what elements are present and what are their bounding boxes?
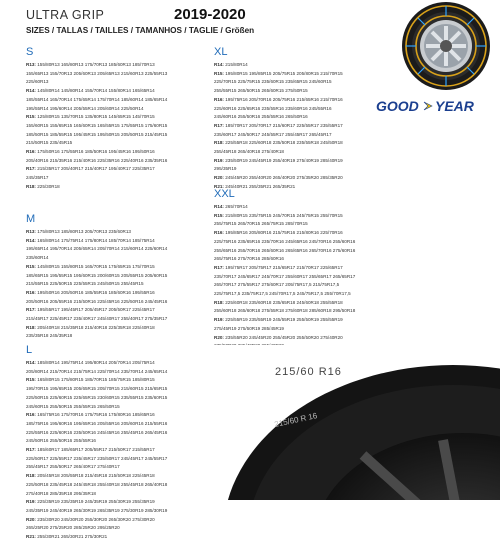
size-line: R14: 145/80R14 145/80R14 155/70R14 155/80R14 165/65R14: [26, 88, 155, 94]
size-line: R14: 215/80R14: [214, 62, 248, 67]
size-line: 225/60R13: [26, 79, 49, 85]
section-title: XL: [214, 46, 228, 58]
size-line: 255/75R15 265/70R15 265/75R15 285/70R15: [214, 221, 308, 227]
size-line: R14: 265/70R14: [214, 204, 248, 209]
size-line: R20: 235/55R20 245/45R20 255/45R20 255/50R20 275/40R20: [214, 334, 343, 340]
size-line: 275/40R18 285/35R18 295/35R18: [26, 490, 96, 496]
size-line: R17: 185/70R17 205/70R17 215/60R17 225/55R17 235/55R17: [214, 122, 343, 128]
size-line: R13: 175/80R13 185/80R13 205/70R13 235/60R13: [26, 229, 131, 234]
size-line: 245/50R16 255/50R16 255/55R16: [26, 438, 96, 444]
svg-text:GOOD: GOOD: [376, 98, 419, 114]
size-line: R21: 245/40R21 255/35R21 265/35R21: [214, 183, 296, 189]
size-line: R15: 145/80R15 155/80R15 165/70R15 175/65R15 175/70R15: [26, 263, 155, 269]
size-line: 255/45R18 265/40R18 275/40R18: [214, 149, 284, 155]
size-line: 235/70R17 245/65R17 245/70R17 255/60R17 255/65R17 265/65R17: [214, 273, 356, 279]
size-line: 195/65R14 195/70R14 205/65R14 205/70R14 215/60R14 225/60R14: [26, 246, 168, 252]
size-line: R16: 165/75R16 175/70R16 175/75R16 175/80R16 185/65R16: [26, 412, 155, 418]
size-line: R16: 195/50R16 205/50R16 185/55R16 185/60R16 195/55R16: [26, 289, 155, 295]
tire-size-label: 215/60 R16: [275, 366, 342, 378]
size-line: 225/50R18 235/45R18 245/45R18 255/40R18 255/45R18 265/40R18: [26, 481, 168, 487]
size-line: 245/35R19 245/40R19 265/30R19 265/35R19 275/30R19 285/30R19: [26, 507, 168, 513]
snow-chain-wheel-image: [366, 0, 500, 92]
size-line: 225/75R16 235/65R16 235/70R16 245/65R16 245/70R16 255/60R16: [214, 238, 356, 244]
size-line: R18: 225/55R18 225/60R18 235/50R18 235/55R18 245/50R18: [214, 140, 343, 146]
size-line: R13: 155/80R13 165/80R13 175/70R13 185/60R13 185/70R13: [26, 62, 155, 67]
size-line: R20: 235/30R20 245/30R20 255/30R20 265/30R20 275/30R20: [26, 516, 155, 522]
sizes-heading: SIZES / TALLAS / TAILLES / TAMANHOS / TAGLIE / Größen: [26, 26, 255, 35]
size-line: R15: 195/80R15 195/85R15 205/75R15 205/80R15 215/70R15: [214, 70, 343, 76]
size-line: R18: 225/60R18 235/60R18 235/65R18 245/60R18 255/55R18: [214, 299, 343, 305]
size-line: 205/40R16 215/35R16 215/40R16 225/35R16 225/40R16 235/35R16: [26, 157, 168, 163]
size-line: R18: 205/40R18 215/35R18 215/40R18 225/35R18 225/40R18: [26, 324, 155, 330]
size-line: 215/45R17 225/45R17 235/40R17 245/40R17 255/40R17 275/35R17: [26, 316, 168, 322]
size-line: R15: 165/80R15 175/80R15 185/70R15 185/75R15 185/80R15: [26, 377, 155, 383]
size-line: 255/60R18 265/60R18 275/55R18 275/60R18 285/60R18 295/50R18: [214, 308, 356, 314]
size-line: 245/35R17: [26, 175, 49, 181]
size-line: 255/65R16 255/70R16 265/60R16 265/65R16 265/70R16 275/60R16: [214, 247, 356, 253]
section-title: S: [26, 46, 34, 58]
svg-text:215/60 R 16: 215/60 R 16: [273, 411, 319, 429]
size-line: R17: 195/75R17 205/75R17 215/65R17 215/70R17 225/65R17: [214, 264, 343, 270]
size-line: R18: 205/45R18 205/55R18 215/45R18 215/50R18 225/45R18: [26, 473, 155, 479]
size-line: 185/65R15 195/55R15 195/60R15 200/60R15 205/55R15 205/60R15: [26, 272, 168, 278]
section-title: XXL: [214, 188, 235, 200]
size-section-xxl: [214, 188, 364, 368]
size-line: 155/60R15 155/65R15 165/60R15 165/55R15 175/55R15 175/60R15: [26, 122, 168, 128]
size-line: 265/25R20 275/25R20 285/25R20 295/25R20: [26, 525, 120, 531]
size-line: 255/55R15 265/50R15 265/60R15 275/50R15: [214, 88, 308, 94]
size-line: R16: 175/50R16 175/55R16 185/50R16 195/45R16 195/50R16: [26, 149, 155, 155]
size-line: 205/80R14 215/70R14 215/75R14 225/70R14 235/70R14 245/65R14: [26, 368, 168, 374]
size-line: 265/75R16 275/70R16 285/60R16: [214, 256, 284, 262]
tire-sidewall-image: [213, 345, 500, 500]
size-line: 225/70R15 225/75R15 235/60R15 235/65R15 245/60R15: [214, 79, 332, 85]
size-list: [214, 203, 364, 368]
size-line: R15: 125/80R15 135/70R15 135/80R15 145/65R15 145/70R15: [26, 114, 155, 120]
size-section-xl: [214, 46, 364, 192]
size-line: 225/50R17 225/55R17 235/45R17 235/50R17 245/45R17 245/55R17: [26, 455, 168, 461]
size-line: 215/50R15 235/45R15: [26, 140, 73, 146]
size-line: 225/55R16 225/60R16 235/50R16 245/45R16 255/45R16 265/45R16: [26, 429, 168, 435]
size-line: R17: 195/55R17 195/45R17 205/45R17 205/50R17 225/45R17: [26, 307, 155, 313]
size-line: 185/75R16 195/60R16 195/65R16 205/55R16 205/60R16 215/55R16: [26, 420, 168, 426]
size-line: 225/75R17,5 235/75R17,5 245/70R17,5 245/75R17,5 255/70R17,5: [214, 291, 351, 297]
size-line: 295/35R19: [214, 166, 237, 172]
size-line: 225/50R15 225/60R15 225/65R15 230/60R15 235/55R15 235/60R15: [26, 394, 168, 400]
years-title: 2019-2020: [174, 6, 246, 23]
size-line: R14: 165/80R14 175/75R14 175/80R14 185/70R14 185/75R14: [26, 237, 155, 243]
size-line: R21: 255/30R21 265/30R21 275/30R21: [26, 534, 108, 540]
size-line: R19: 235/50R19 245/45R19 255/40R19 275/40R19 285/40R19: [214, 157, 343, 163]
size-line: R16: 195/85R16 205/80R16 215/75R16 215/80R16 225/70R16: [214, 230, 343, 236]
size-line: R17: 215/35R17 205/40R17 215/40R17 195/40R17 225/35R17: [26, 166, 155, 172]
size-line: R14: 185/80R14 195/75R14 195/80R14 205/70R14 205/75R14: [26, 360, 155, 365]
size-line: R19: 225/55R19 235/55R19 245/55R19 255/50R19 255/55R19: [214, 317, 343, 323]
size-line: 245/60R16 255/50R16 255/55R16 265/50R16: [214, 114, 308, 120]
size-line: 265/70R17 275/55R17 275/60R17 205/75R17,5 215/75R17,5: [214, 282, 340, 288]
product-title: ULTRA GRIP: [26, 8, 105, 22]
section-title: M: [26, 213, 36, 225]
size-line: 235/60R17 245/50R17 245/55R17 255/45R17 265/45R17: [214, 131, 332, 137]
size-line: 245/60R15 255/50R15 255/55R15 265/50R15: [26, 403, 120, 409]
size-line: 185/55R14 165/70R14 175/65R14 175/70R14 185/60R14 185/65R14: [26, 96, 168, 102]
size-line: 215/55R15 225/50R15 225/55R15 245/50R15 255/45R15: [26, 281, 144, 287]
size-line: R15: 215/80R15 235/75R15 245/70R15 245/75R15 255/70R15: [214, 212, 343, 218]
goodyear-logo: [376, 98, 496, 114]
size-line: 225/60R16 225/65R16 235/55R16 235/60R16 245/55R16: [214, 105, 332, 111]
svg-text:YEAR: YEAR: [435, 98, 474, 114]
size-line: 185/50R15 185/55R15 195/45R15 195/50R15 205/50R15 215/45R15: [26, 131, 168, 137]
size-line: 255/45R17 255/50R17 265/40R17 275/40R17: [26, 464, 120, 470]
size-line: 205/50R16 205/55R16 215/50R16 225/45R16 225/50R16 245/45R16: [26, 298, 168, 304]
size-list: [214, 61, 364, 192]
section-title: L: [26, 344, 33, 356]
size-line: R19: 225/35R19 235/35R19 245/35R19 255/30R19 255/35R19: [26, 499, 155, 505]
size-line: R17: 185/60R17 185/65R17 205/55R17 215/50R17 215/55R17: [26, 447, 155, 453]
size-line: 235/35R18 245/35R18: [26, 333, 73, 339]
size-line: 195/55R14 195/60R14 205/55R14 205/60R14 225/50R14: [26, 105, 144, 111]
size-line: R16: 195/75R16 205/70R16 205/75R16 215/65R16 215/70R16: [214, 96, 343, 102]
size-line: 275/45R19 275/50R19 285/45R19: [214, 325, 284, 331]
size-line: 155/65R13 155/70R13 205/60R13 205/65R13 215/60R13 225/55R13: [26, 70, 168, 76]
size-line: 235/60R14: [26, 255, 49, 261]
size-line: R20: 245/45R20 255/40R20 265/40R20 275/35R20 285/35R20: [214, 175, 343, 181]
size-line: 195/70R15 195/65R15 205/65R15 205/70R15 215/60R15 215/65R15: [26, 386, 168, 392]
size-line: R18: 225/30R18: [26, 183, 60, 189]
